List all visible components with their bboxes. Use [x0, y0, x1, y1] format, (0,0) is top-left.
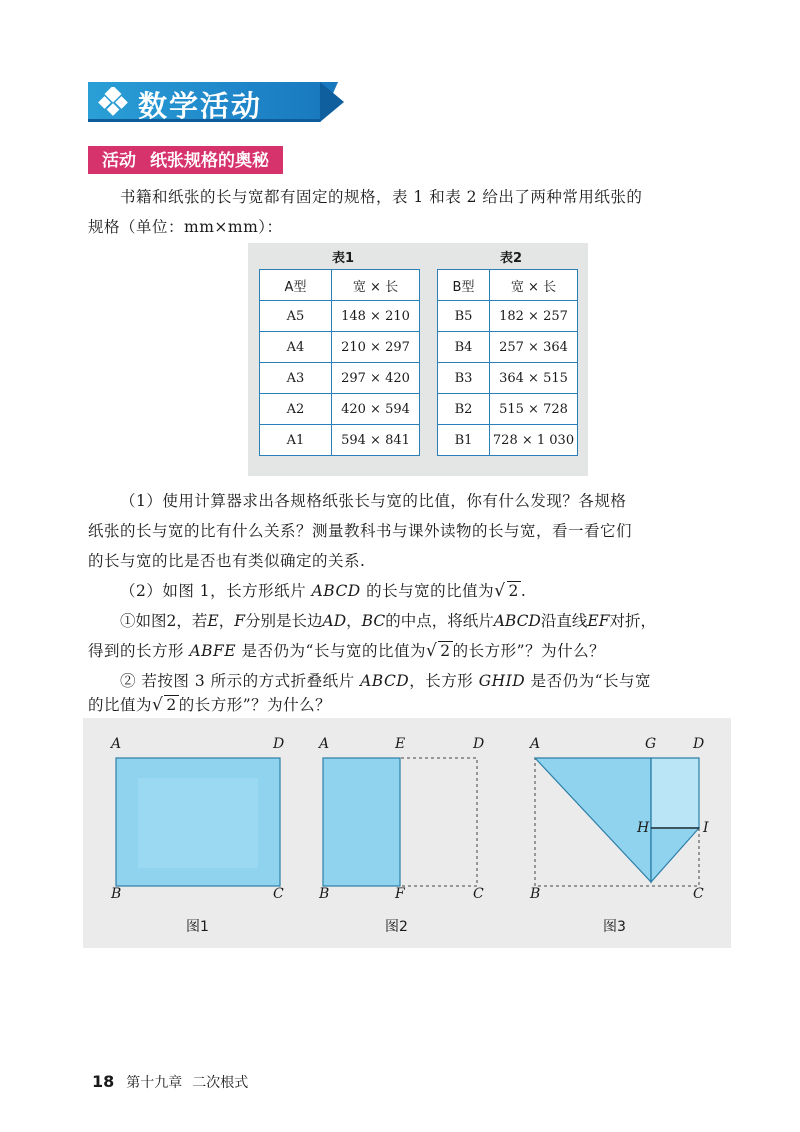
fig2-label-b: B	[319, 886, 330, 902]
fig2-label-f: F	[395, 886, 405, 902]
table-row	[438, 301, 578, 332]
table-row	[438, 394, 578, 425]
fig2-label-a: A	[319, 736, 330, 752]
table-a-series	[259, 269, 420, 456]
q1-line-2: 纸张的长与宽的比有什么关系？测量教科书与课外读物的长与宽，看一看它们	[88, 522, 633, 540]
intro-line-2: 规格（单位：mm×mm）：	[88, 218, 283, 236]
fig3-caption: 图3	[603, 919, 626, 935]
text: 的比值为	[88, 696, 153, 714]
q2-2-line-2	[88, 690, 331, 720]
text: 沿直线	[540, 612, 588, 630]
segment-label: EF	[587, 612, 610, 630]
fig1-label-a: A	[111, 736, 122, 752]
rect-label: ABCD	[493, 612, 541, 630]
table-header-cell: A型	[260, 270, 332, 301]
table-cell: 728 × 1 030	[490, 425, 578, 456]
table-row	[260, 363, 420, 394]
page-number: 18	[92, 1072, 115, 1091]
q2-text: （2）如图 1，长方形纸片	[120, 582, 312, 600]
activity-label: 活动	[102, 151, 136, 171]
fig1-label-b: B	[111, 886, 122, 902]
table-cell: A1	[260, 425, 332, 456]
table-cell: 182 × 257	[490, 301, 578, 332]
q2-intro	[120, 576, 526, 606]
fig3-label-g: G	[645, 736, 657, 752]
fig3-square-ghid	[651, 758, 699, 828]
fig2-label-c: C	[473, 886, 484, 902]
fig1-highlight	[138, 778, 258, 868]
text: 得到的长方形	[88, 642, 190, 660]
table-cell: B4	[438, 332, 490, 363]
text: 的长方形”？为什么？	[178, 696, 332, 714]
fig2-label-d: D	[473, 736, 485, 752]
fig3-label-i: I	[703, 820, 709, 836]
chapter-number: 第十九章	[126, 1075, 183, 1091]
table-row	[260, 394, 420, 425]
sqrt-radicand: 2	[440, 642, 451, 660]
table-cell: 148 × 210	[332, 301, 420, 332]
sqrt-symbol: √	[494, 581, 506, 601]
segment-label: AD	[322, 612, 347, 630]
q2-rect-name: ABCD	[311, 582, 361, 600]
table-header-cell: 宽 × 长	[490, 270, 578, 301]
rect-label: ABFE	[189, 642, 237, 660]
table-header-row	[260, 270, 420, 301]
table-cell: A5	[260, 301, 332, 332]
diamond-icon	[98, 87, 128, 117]
text: 是否仍为“长与宽	[525, 672, 651, 690]
rect-label: GHID	[478, 672, 526, 690]
spec-tables	[248, 243, 588, 476]
activity-title: 纸张规格的奥秘	[150, 151, 269, 171]
text: ①如图2，若	[120, 612, 208, 630]
fig2-label-e: E	[395, 736, 406, 752]
table-cell: B5	[438, 301, 490, 332]
table-row	[438, 332, 578, 363]
table-cell: 257 × 364	[490, 332, 578, 363]
table-cell: B3	[438, 363, 490, 394]
segment-label: BC	[361, 612, 386, 630]
q2-1-line-1	[120, 606, 656, 636]
table-cell: 210 × 297	[332, 332, 420, 363]
table-header-cell: B型	[438, 270, 490, 301]
table-cell: B2	[438, 394, 490, 425]
fig3-lower-flap	[651, 828, 699, 882]
table-b-series	[437, 269, 578, 456]
text: 是否仍为“长与宽的比值为	[236, 642, 426, 660]
sqrt-symbol: √	[425, 641, 438, 661]
q1-line-1: （1）使用计算器求出各规格纸张长与宽的比值，你有什么发现？各规格	[120, 492, 627, 510]
table-row	[438, 425, 578, 456]
table-row	[260, 301, 420, 332]
fig1-caption: 图1	[186, 919, 209, 935]
table-cell: 515 × 728	[490, 394, 578, 425]
fig3-label-a: A	[530, 736, 541, 752]
page-footer	[92, 1072, 248, 1092]
q2-text: 的长与宽的比值为	[360, 582, 495, 600]
table-cell: B1	[438, 425, 490, 456]
text: 对折，	[609, 612, 656, 630]
text: ，	[346, 612, 362, 630]
table-header-cell: 宽 × 长	[332, 270, 420, 301]
sqrt-radicand: 2	[508, 582, 519, 600]
table-cell: 297 × 420	[332, 363, 420, 394]
table-row	[260, 425, 420, 456]
q1-line-3: 的长与宽的比是否也有类似确定的关系.	[88, 552, 366, 570]
section-banner	[88, 82, 358, 122]
q2-text: .	[520, 582, 527, 600]
intro-line-1: 书籍和纸张的长与宽都有固定的规格，表 1 和表 2 给出了两种常用纸张的	[120, 188, 643, 206]
text: 的长方形”？为什么？	[452, 642, 606, 660]
table-1-caption: 表1	[332, 251, 355, 266]
fig1-label-c: C	[273, 886, 284, 902]
chapter-title: 二次根式	[192, 1075, 249, 1091]
fig3-label-b: B	[530, 886, 541, 902]
table-cell: 364 × 515	[490, 363, 578, 394]
table-row	[260, 332, 420, 363]
table-cell: A3	[260, 363, 332, 394]
fig2-folded-rectangle	[323, 758, 400, 886]
fig1-label-d: D	[273, 736, 285, 752]
point-label: E	[207, 612, 219, 630]
text: 分别是长边	[244, 612, 323, 630]
fig3-label-h: H	[637, 820, 650, 836]
text: ，长方形	[409, 672, 479, 690]
table-cell: 594 × 841	[332, 425, 420, 456]
table-cell: A4	[260, 332, 332, 363]
point-label: F	[234, 612, 245, 630]
text: 的中点，将纸片	[385, 612, 494, 630]
fig2-caption: 图2	[385, 919, 408, 935]
table-header-row	[438, 270, 578, 301]
section-title: 数学活动	[138, 89, 263, 123]
text: ② 若按图 3 所示的方式折叠纸片	[120, 672, 361, 690]
table-cell: A2	[260, 394, 332, 425]
figures-drawing	[83, 718, 731, 948]
table-cell: 420 × 594	[332, 394, 420, 425]
sqrt-radicand: 2	[166, 696, 177, 714]
table-2-caption: 表2	[500, 251, 523, 266]
figures-panel	[83, 718, 731, 948]
text: ，	[218, 612, 235, 630]
sqrt-symbol: √	[152, 695, 164, 715]
activity-heading	[88, 146, 283, 174]
fig3-label-d: D	[693, 736, 705, 752]
fig3-label-c: C	[693, 886, 704, 902]
q2-1-line-2	[88, 636, 605, 666]
rect-label: ABCD	[360, 672, 410, 690]
fig3-folded-triangle	[535, 758, 651, 882]
table-row	[438, 363, 578, 394]
